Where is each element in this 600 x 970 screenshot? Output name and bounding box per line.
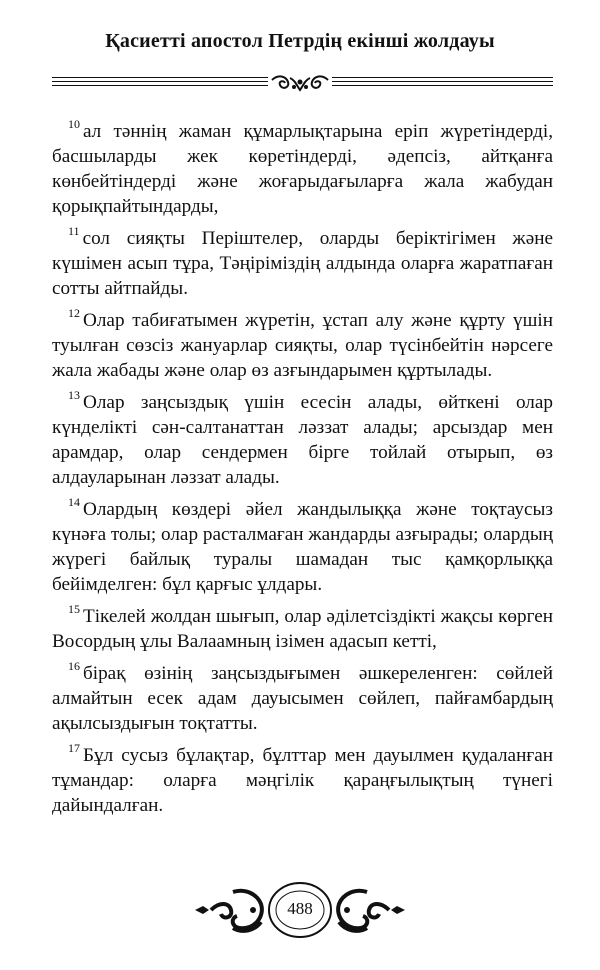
page-number: 488	[287, 899, 313, 918]
verse-number: 11	[68, 224, 80, 238]
verse-text: Тікелей жолдан шығып, олар әділетсіздікті жақсы көрген Восордың ұлы Валаамның ізімен адасып кетті,	[52, 606, 553, 652]
verse-text: ал тәннің жаман құмарлықтарына еріп жүретіндерді, басшыларды жек көретіндерді, әдепсіз, айтқанға көнбейтіндерді және жоғарыдағыларға жала жабудан қорықпайтындарды,	[52, 121, 553, 217]
verse-number: 16	[68, 659, 80, 673]
scripture-text	[52, 119, 553, 825]
verse-15	[52, 604, 553, 654]
verse-number: 14	[68, 495, 80, 509]
verse-number: 15	[68, 602, 80, 616]
verse-number: 12	[68, 306, 80, 320]
verse-text: Бұл сусыз бұлақтар, бұлттар мен дауылмен қудаланған тұмандар: оларға мәңгілік қараңғылықтың түнегі дайындалған.	[52, 745, 553, 816]
verse-14	[52, 497, 553, 597]
verse-number: 17	[68, 741, 80, 755]
verse-text: Олар заңсыздық үшін есесін алады, өйткені олар күнделікті сән-салтанаттан ләззат алады; арсыздар мен арамдар, олар сендермен бірге тойлай отырып, өз алдауларынан ләззат алады.	[52, 392, 553, 488]
verse-16	[52, 661, 553, 736]
verse-number: 13	[68, 388, 80, 402]
verse-12	[52, 308, 553, 383]
header-ornament-icon	[268, 70, 332, 96]
verse-text: Олардың көздері әйел жандылыққа және тоқтаусыз күнәға толы; олар расталмаған жандарды азғырады; олардың жүрегі байлық туралы шамадан тыс қамқорлыққа бейімделген: бұл қарғыс ұлдары.	[52, 499, 553, 595]
verse-text: Олар табиғатымен жүретін, ұстап алу және құрту үшін туылған сөзсіз жануарлар сияқты, олар түсінбейтін нәрсеге жала жабады және олар өз азғындарымен құртылады.	[52, 310, 553, 381]
verse-13	[52, 390, 553, 490]
running-header-title: Қасиетті апостол Петрдің екінші жолдауы	[105, 30, 495, 52]
verse-17	[52, 743, 553, 818]
verse-number: 10	[68, 117, 80, 131]
verse-10	[52, 119, 553, 219]
verse-text: бірақ өзінің заңсыздығымен әшкереленген: сөйлей алмайтын есек адам дауысымен сөйлеп, пайғамбардың ақылсыздығын тоқтатты.	[52, 663, 553, 734]
page-number-ornament	[195, 880, 405, 940]
verse-text: сол сияқты Періштелер, оларды беріктігімен және күшімен асып тұра, Тәңіріміздің алдында оларға жаратпаған сотты айтпайды.	[52, 228, 553, 299]
verse-11	[52, 226, 553, 301]
